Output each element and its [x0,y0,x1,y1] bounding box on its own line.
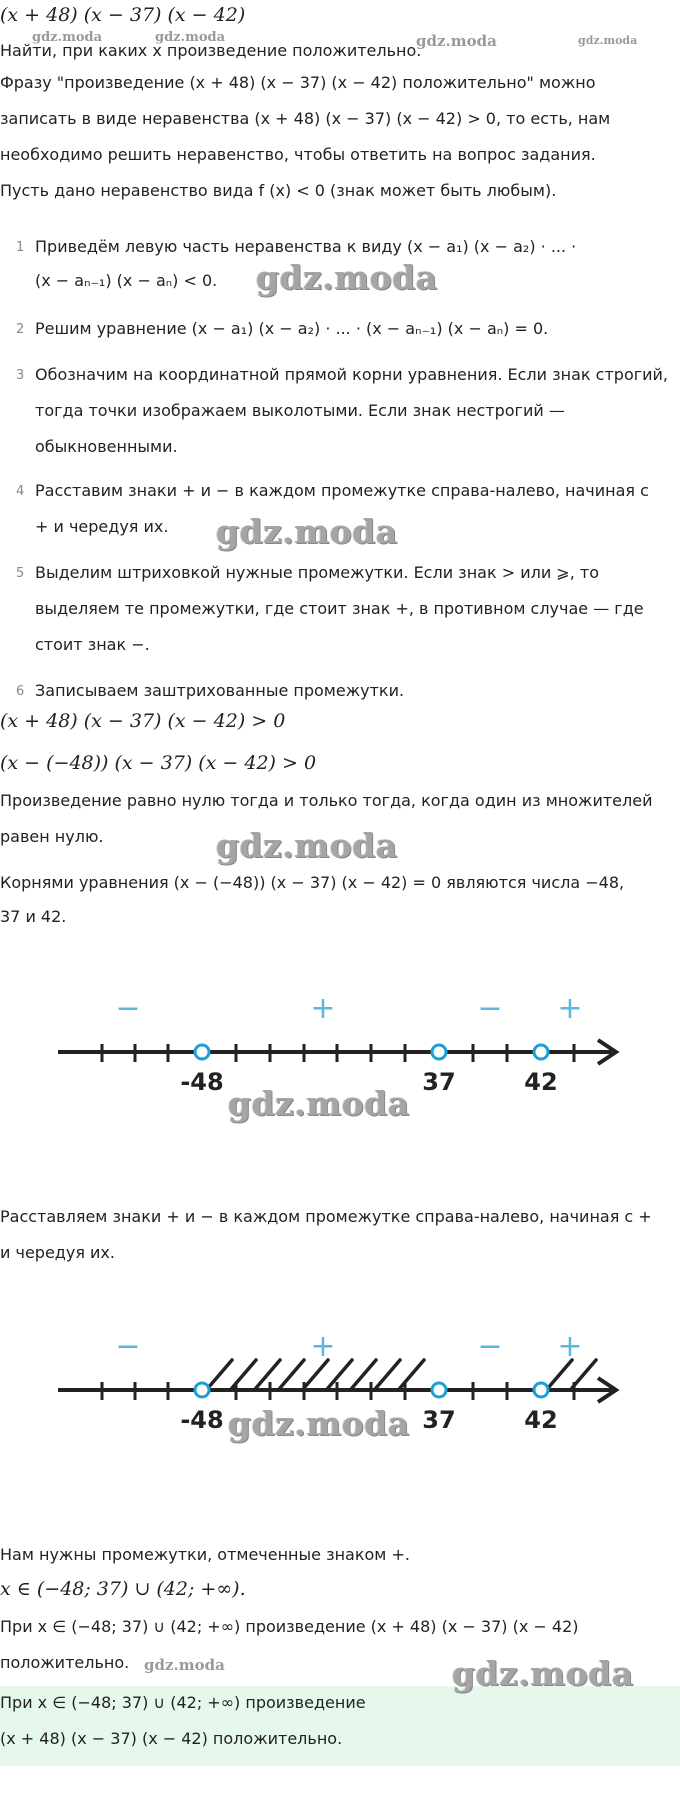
axis-label: -48 [180,1068,224,1096]
step-3-line-2: тогда точки изображаем выколотыми. Если знак нестрогий — [35,401,565,420]
step-6-line-1: Записываем заштрихованные промежутки. [35,681,405,700]
watermark: gdz.moda [144,1656,225,1674]
axis-label: 37 [422,1068,456,1096]
point-open [534,1045,548,1059]
axis-label: 37 [422,1406,456,1434]
step-number: 2 [16,322,25,337]
axis-label: -48 [180,1406,224,1434]
watermark: gdz.moda [32,30,103,45]
roots-text-1: Корнями уравнения (x − (−48)) (x − 37) (x − 42) = 0 являются числа −48, [0,873,625,892]
task-text: Найти, при каких x произведение положительно. [0,41,422,60]
answer-line-1: При x ∈ (−48; 37) ∪ (42; +∞) произведение [0,1693,366,1712]
intro-line-3: необходимо решить неравенство, чтобы ответить на вопрос задания. [0,145,596,164]
watermark: gdz.moda [578,34,638,47]
sign-plus: + [310,1329,336,1364]
point-open [195,1045,209,1059]
step-5-line-1: Выделим штриховкой нужные промежутки. Если знак > или ⩾, то [35,563,599,582]
watermark: gdz.moda [216,826,398,865]
watermark: gdz.moda [228,1404,410,1443]
zero-text-2: равен нулю. [0,827,104,846]
watermark: gdz.moda [155,30,226,45]
intro-line-1: Фразу "произведение (x + 48) (x − 37) (x − 42) положительно" можно [0,73,596,92]
conclusion-line-1: При x ∈ (−48; 37) ∪ (42; +∞) произведение (x + 48) (x − 37) (x − 42) [0,1617,579,1636]
inequality-2: (x − (−48)) (x − 37) (x − 42) > 0 [0,752,317,774]
point-open [534,1383,548,1397]
watermark: gdz.moda [228,1084,410,1123]
watermark: gdz.moda [452,1654,634,1693]
step-5-line-3: стоит знак −. [35,635,150,654]
watermark: gdz.moda [216,512,398,551]
signs-text-1: Расставляем знаки + и − в каждом промежутке справа-налево, начиная с + [0,1207,652,1226]
point-open [432,1383,446,1397]
step-1-line-1: Приведём левую часть неравенства к виду (x − a₁) (x − a₂) · ... · [35,237,577,256]
step-number: 1 [16,240,25,255]
point-open [195,1383,209,1397]
sign-minus: − [115,991,141,1026]
axis-label: 42 [524,1406,558,1434]
intro-line-4: Пусть дано неравенство вида f (x) < 0 (знак может быть любым). [0,181,557,200]
signs-text-2: и чередуя их. [0,1243,115,1262]
step-3-line-1: Обозначим на координатной прямой корни уравнения. Если знак строгий, [35,365,669,384]
sign-minus: − [115,1329,141,1364]
point-open [432,1045,446,1059]
inequality-1: (x + 48) (x − 37) (x − 42) > 0 [0,710,286,732]
step-4-line-1: Расставим знаки + и − в каждом промежутке справа-налево, начиная с [35,481,649,500]
answer-line-2: (x + 48) (x − 37) (x − 42) положительно. [0,1729,343,1748]
step-5-line-2: выделяем те промежутки, где стоит знак +, в противном случае — где [35,599,644,618]
step-number: 3 [16,368,25,383]
sign-plus: + [310,991,336,1026]
watermark: gdz.moda [416,32,497,50]
step-3-line-3: обыкновенными. [35,437,178,456]
step-1-line-2: (x − aₙ₋₁) (x − aₙ) < 0. [35,271,218,290]
watermark: gdz.moda [256,258,438,297]
step-number: 4 [16,484,25,499]
zero-text-1: Произведение равно нулю тогда и только тогда, когда один из множителей [0,791,653,810]
axis-label: 42 [524,1068,558,1096]
need-text: Нам нужны промежутки, отмеченные знаком +. [0,1545,410,1564]
conclusion-line-2: положительно. [0,1653,130,1672]
sign-minus: − [477,1329,503,1364]
sign-plus: + [557,1329,583,1364]
solution-set: x ∈ (−48; 37) ∪ (42; +∞). [0,1578,246,1600]
step-2-line-1: Решим уравнение (x − a₁) (x − a₂) · ... · (x − aₙ₋₁) (x − aₙ) = 0. [35,319,549,338]
header-expression: (x + 48) (x − 37) (x − 42) [0,4,246,26]
sign-plus: + [557,991,583,1026]
step-number: 5 [16,566,25,581]
step-4-line-2: + и чередуя их. [35,517,169,536]
intro-line-2: записать в виде неравенства (x + 48) (x − 37) (x − 42) > 0, то есть, нам [0,109,611,128]
roots-text-2: 37 и 42. [0,907,67,926]
step-number: 6 [16,684,25,699]
sign-minus: − [477,991,503,1026]
